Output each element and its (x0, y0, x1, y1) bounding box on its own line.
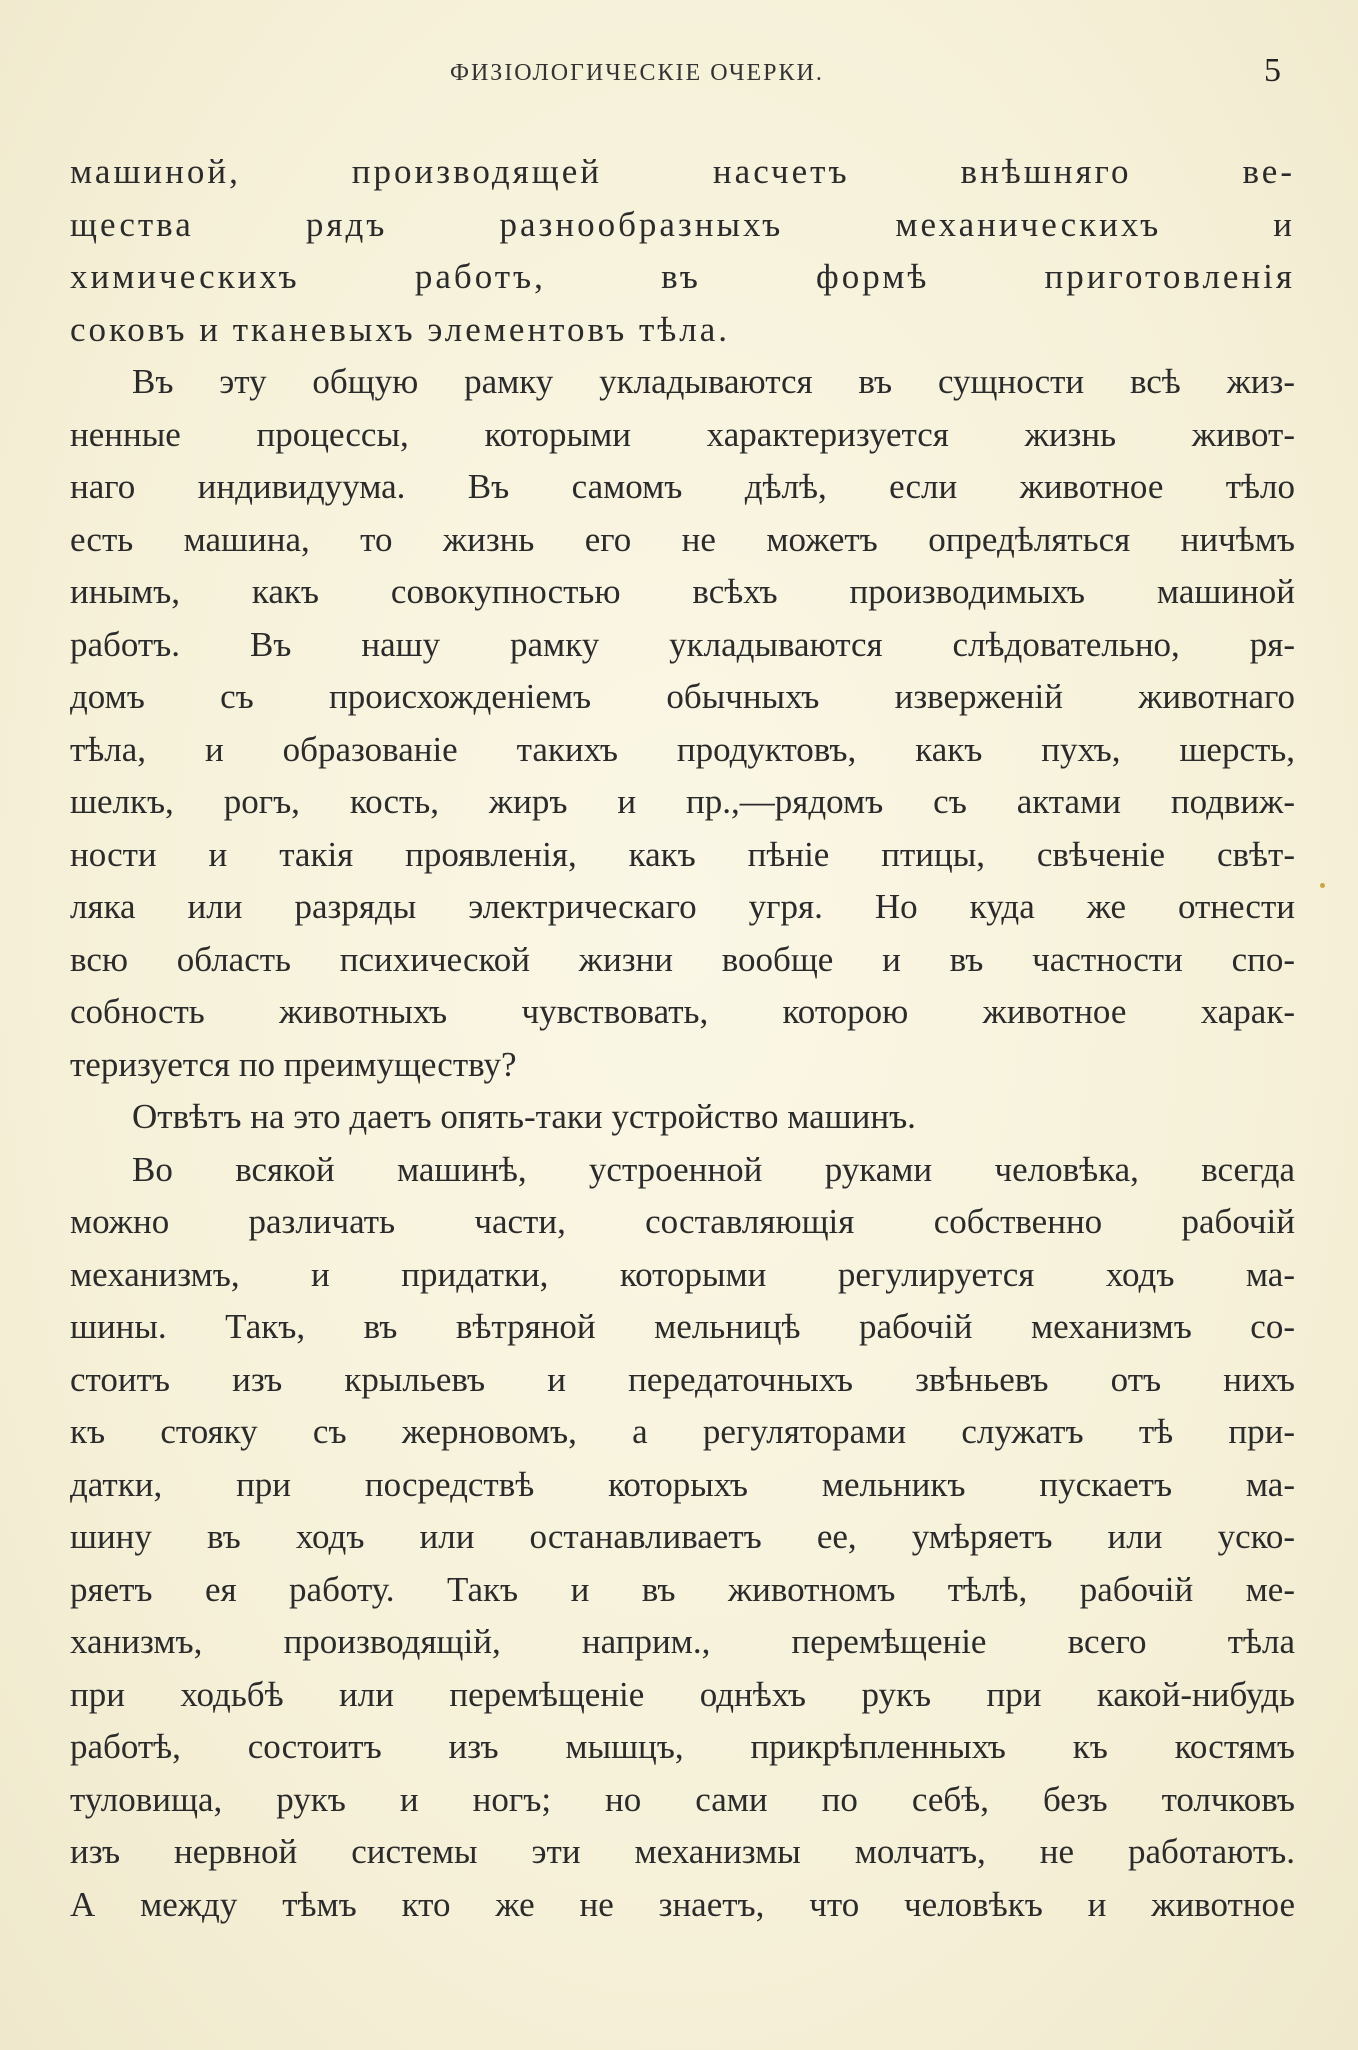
text-line: механизмъ, и придатки, которыми регулируется ходъ ма- (70, 1254, 1295, 1294)
body-text (70, 146, 1295, 1931)
text-line: А между тѣмъ кто же не знаетъ, что человѣкъ и животное (70, 1884, 1295, 1924)
text-line: ности и такія проявленія, какъ пѣніе птицы, свѣченіе свѣт- (70, 834, 1295, 874)
text-line: Въ эту общую рамку укладываются въ сущности всѣ жиз- (132, 362, 1295, 401)
text-line: при ходьбѣ или перемѣщеніе однѣхъ рукъ при какой-нибудь (70, 1674, 1295, 1714)
text-line: наго индивидуума. Въ самомъ дѣлѣ, если животное тѣло (70, 467, 1295, 506)
text-line: туловища, рукъ и ногъ; но сами по себѣ, безъ толчковъ (70, 1779, 1295, 1819)
text-line: ненные процессы, которыми характеризуется жизнь живот- (70, 414, 1295, 454)
text-line: ряетъ ея работу. Такъ и въ животномъ тѣлѣ, рабочій ме- (70, 1569, 1295, 1609)
text-line: изъ нервной системы эти механизмы молчатъ, не работаютъ. (70, 1832, 1295, 1871)
text-line: соковъ и тканевыхъ элементовъ тѣла. (70, 309, 731, 349)
text-line: ляка или разряды электрическаго угря. Но куда же отнести (70, 887, 1295, 926)
text-line: всю область психической жизни вообще и въ частности спо- (70, 939, 1295, 979)
text-line: теризуется по преимуществу? (70, 1044, 517, 1084)
text-line: Отвѣтъ на это даетъ опять-таки устройство машинъ. (132, 1097, 916, 1136)
text-line: собность животныхъ чувствовать, которою животное харак- (70, 992, 1295, 1031)
text-line: инымъ, какъ совокупностью всѣхъ производимыхъ машиной (70, 572, 1295, 611)
running-title: ФИЗІОЛОГИЧЕСКІЕ ОЧЕРКИ. (450, 60, 824, 86)
text-line: работъ. Въ нашу рамку укладываются слѣдовательно, ря- (70, 624, 1295, 664)
text-line: работѣ, состоитъ изъ мышцъ, прикрѣпленныхъ къ костямъ (70, 1727, 1295, 1766)
text-line: машиной, производящей насчетъ внѣшняго ве- (70, 152, 1295, 191)
text-line: Во всякой машинѣ, устроенной руками человѣка, всегда (132, 1149, 1295, 1189)
text-line: шины. Такъ, въ вѣтряной мельницѣ рабочій механизмъ со- (70, 1307, 1295, 1346)
text-line: можно различать части, составляющія собственно рабочій (70, 1202, 1295, 1241)
page-number: 5 (1264, 52, 1281, 89)
text-line: шелкъ, рогъ, кость, жиръ и пр.,—рядомъ съ актами подвиж- (70, 782, 1295, 821)
text-line: стоитъ изъ крыльевъ и передаточныхъ звѣньевъ отъ нихъ (70, 1359, 1295, 1399)
text-line: къ стояку съ жерновомъ, а регуляторами служатъ тѣ при- (70, 1412, 1295, 1451)
text-line: датки, при посредствѣ которыхъ мельникъ пускаетъ ма- (70, 1464, 1295, 1504)
text-line: ханизмъ, производящій, наприм., перемѣщеніе всего тѣла (70, 1622, 1295, 1661)
text-line: домъ съ происхожденіемъ обычныхъ изверженій животнаго (70, 677, 1295, 716)
text-line: щества рядъ разнообразныхъ механическихъ и (70, 204, 1295, 244)
text-line: тѣла, и образованіе такихъ продуктовъ, какъ пухъ, шерсть, (70, 729, 1295, 769)
paper-speck (1320, 883, 1325, 888)
text-line: химическихъ работъ, въ формѣ приготовленія (70, 257, 1295, 296)
text-line: есть машина, то жизнь его не можетъ опредѣляться ничѣмъ (70, 519, 1295, 559)
running-head (0, 52, 1358, 92)
text-line: шину въ ходъ или останавливаетъ ее, умѣряетъ или уско- (70, 1517, 1295, 1556)
